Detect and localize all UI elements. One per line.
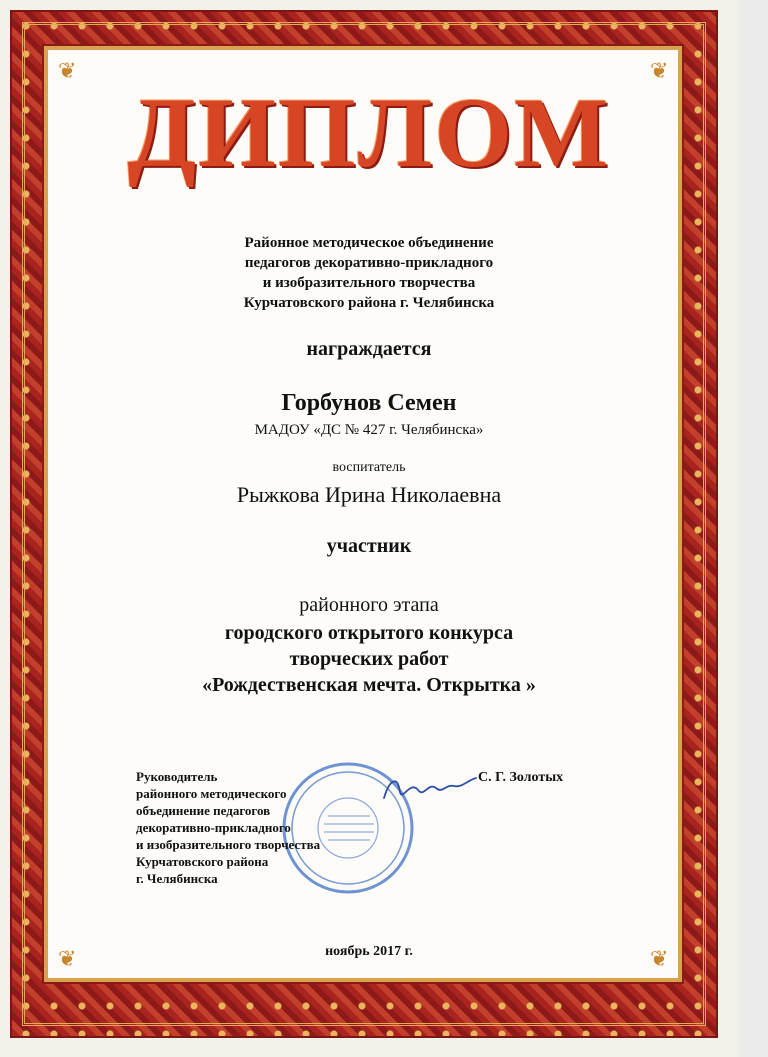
organization-line: Курчатовского района г. Челябинска bbox=[243, 295, 495, 311]
organization-name bbox=[0, 233, 738, 313]
participant-status: участник bbox=[326, 535, 412, 557]
contest-name bbox=[0, 620, 738, 698]
contest-line: городского открытого конкурса bbox=[224, 622, 514, 644]
recipient-name: Горбунов Семен bbox=[281, 390, 457, 416]
corner-ornament-icon: ❦ bbox=[650, 58, 669, 83]
contest-line: творческих работ bbox=[289, 648, 449, 670]
diploma-title: ДИПЛОМ bbox=[127, 77, 611, 188]
corner-ornament-icon: ❦ bbox=[58, 946, 77, 971]
signer-title-line: Курчатовского района bbox=[136, 854, 269, 869]
school-name: МАДОУ «ДС № 427 г. Челябинска» bbox=[254, 422, 484, 438]
signer-name: С. Г. Золотых bbox=[478, 770, 564, 785]
corner-ornament-icon: ❦ bbox=[58, 58, 77, 83]
signer-title-line: декоративно-прикладного bbox=[136, 820, 291, 835]
signer-title-line: и изобразительного творчества bbox=[136, 837, 321, 852]
contest-line: «Рождественская мечта. Открытка » bbox=[202, 674, 536, 696]
issue-date: ноябрь 2017 г. bbox=[325, 944, 413, 959]
signature bbox=[380, 772, 480, 806]
teacher-name: Рыжкова Ирина Николаевна bbox=[236, 482, 502, 507]
signer-title-line: Руководитель bbox=[136, 769, 218, 784]
signer-title bbox=[136, 768, 320, 887]
corner-ornament-icon: ❦ bbox=[650, 946, 669, 971]
teacher-role: воспитатель bbox=[332, 460, 406, 475]
awarded-label: награждается bbox=[306, 338, 432, 360]
contest-stage: районного этапа bbox=[299, 594, 439, 616]
signer-title-line: районного методического bbox=[136, 786, 287, 801]
signer-title-line: объединение педагогов bbox=[136, 803, 271, 818]
organization-line: и изобразительного творчества bbox=[262, 275, 476, 291]
organization-line: Районное методическое объединение bbox=[244, 235, 494, 251]
signer-title-line: г. Челябинска bbox=[136, 871, 218, 886]
organization-line: педагогов декоративно-прикладного bbox=[244, 255, 494, 271]
